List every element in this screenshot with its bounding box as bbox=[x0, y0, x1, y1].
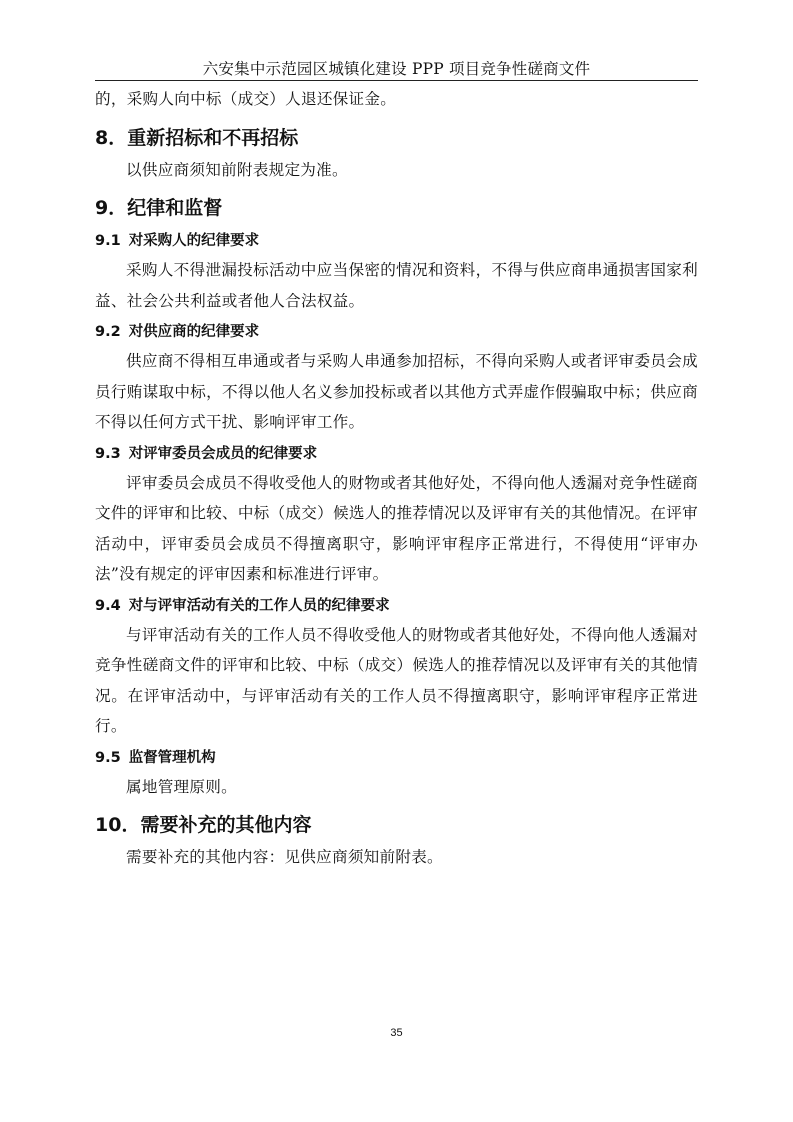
section-10-text: 需要补充的其他内容：见供应商须知前附表。 bbox=[126, 848, 443, 866]
header-divider bbox=[95, 80, 698, 81]
section-9-heading: 9．纪律和监督 bbox=[95, 197, 223, 219]
section-9-4-number: 9.4 bbox=[95, 597, 121, 614]
section-10-heading: 10．需要补充的其他内容 bbox=[95, 814, 312, 836]
section-9-1-title: 对采购人的纪律要求 bbox=[128, 233, 260, 249]
page-header-title: 六安集中示范园区城镇化建设 PPP 项目竞争性磋商文件 bbox=[202, 60, 591, 78]
section-9-3-heading bbox=[95, 440, 698, 468]
section-9-3-text: 评审委员会成员不得收受他人的财物或者其他好处，不得向他人透漏对竞争性磋商文件的评审和比较、中标（成交）候选人的推荐情况以及评审有关的其他情况。在评审活动中，评审委员会成员不得擅离职守，影响评审程序正常进行，不得使用“评审办法”没有规定的评审因素和标准进行评审。 bbox=[95, 473, 698, 583]
section-9-3-number: 9.3 bbox=[95, 445, 121, 462]
section-9-3-title: 对评审委员会成员的纪律要求 bbox=[128, 445, 318, 462]
section-9-2-title: 对供应商的纪律要求 bbox=[128, 324, 260, 340]
page-number: 35 bbox=[390, 1027, 403, 1039]
section-9-5-title: 监督管理机构 bbox=[128, 749, 216, 766]
section-8-heading: 8．重新招标和不再招标 bbox=[95, 126, 299, 149]
continuation-paragraph: 的，采购人向中标（成交）人退还保证金。 bbox=[95, 90, 397, 108]
section-9-2-heading bbox=[95, 318, 698, 346]
document-body bbox=[95, 84, 698, 873]
section-9-2-number: 9.2 bbox=[95, 324, 121, 340]
section-9-1-number: 9.1 bbox=[95, 233, 121, 249]
section-9-5-heading bbox=[95, 744, 698, 772]
section-9-5-number: 9.5 bbox=[95, 749, 121, 766]
section-9-5-text: 属地管理原则。 bbox=[126, 777, 237, 796]
section-9-1-text: 采购人不得泄漏投标活动中应当保密的情况和资料，不得与供应商串通损害国家利益、社会公共利益或者他人合法权益。 bbox=[95, 261, 698, 310]
section-9-4-title: 对与评审活动有关的工作人员的纪律要求 bbox=[128, 597, 390, 614]
section-9-4-text: 与评审活动有关的工作人员不得收受他人的财物或者其他好处，不得向他人透漏对竞争性磋商文件的评审和比较、中标（成交）候选人的推荐情况以及评审有关的其他情况。在评审活动中，与评审活动有关的工作人员不得擅离职守，影响评审程序正常进行。 bbox=[95, 625, 698, 735]
section-9-4-heading bbox=[95, 592, 698, 620]
section-9-2-text: 供应商不得相互串通或者与采购人串通参加招标，不得向采购人或者评审委员会成员行贿谋取中标，不得以他人名义参加投标或者以其他方式弄虚作假骗取中标；供应商不得以任何方式干扰、影响评审工作。 bbox=[95, 352, 698, 431]
section-8-text: 以供应商须知前附表规定为准。 bbox=[126, 160, 348, 179]
section-9-1-heading bbox=[95, 227, 698, 255]
